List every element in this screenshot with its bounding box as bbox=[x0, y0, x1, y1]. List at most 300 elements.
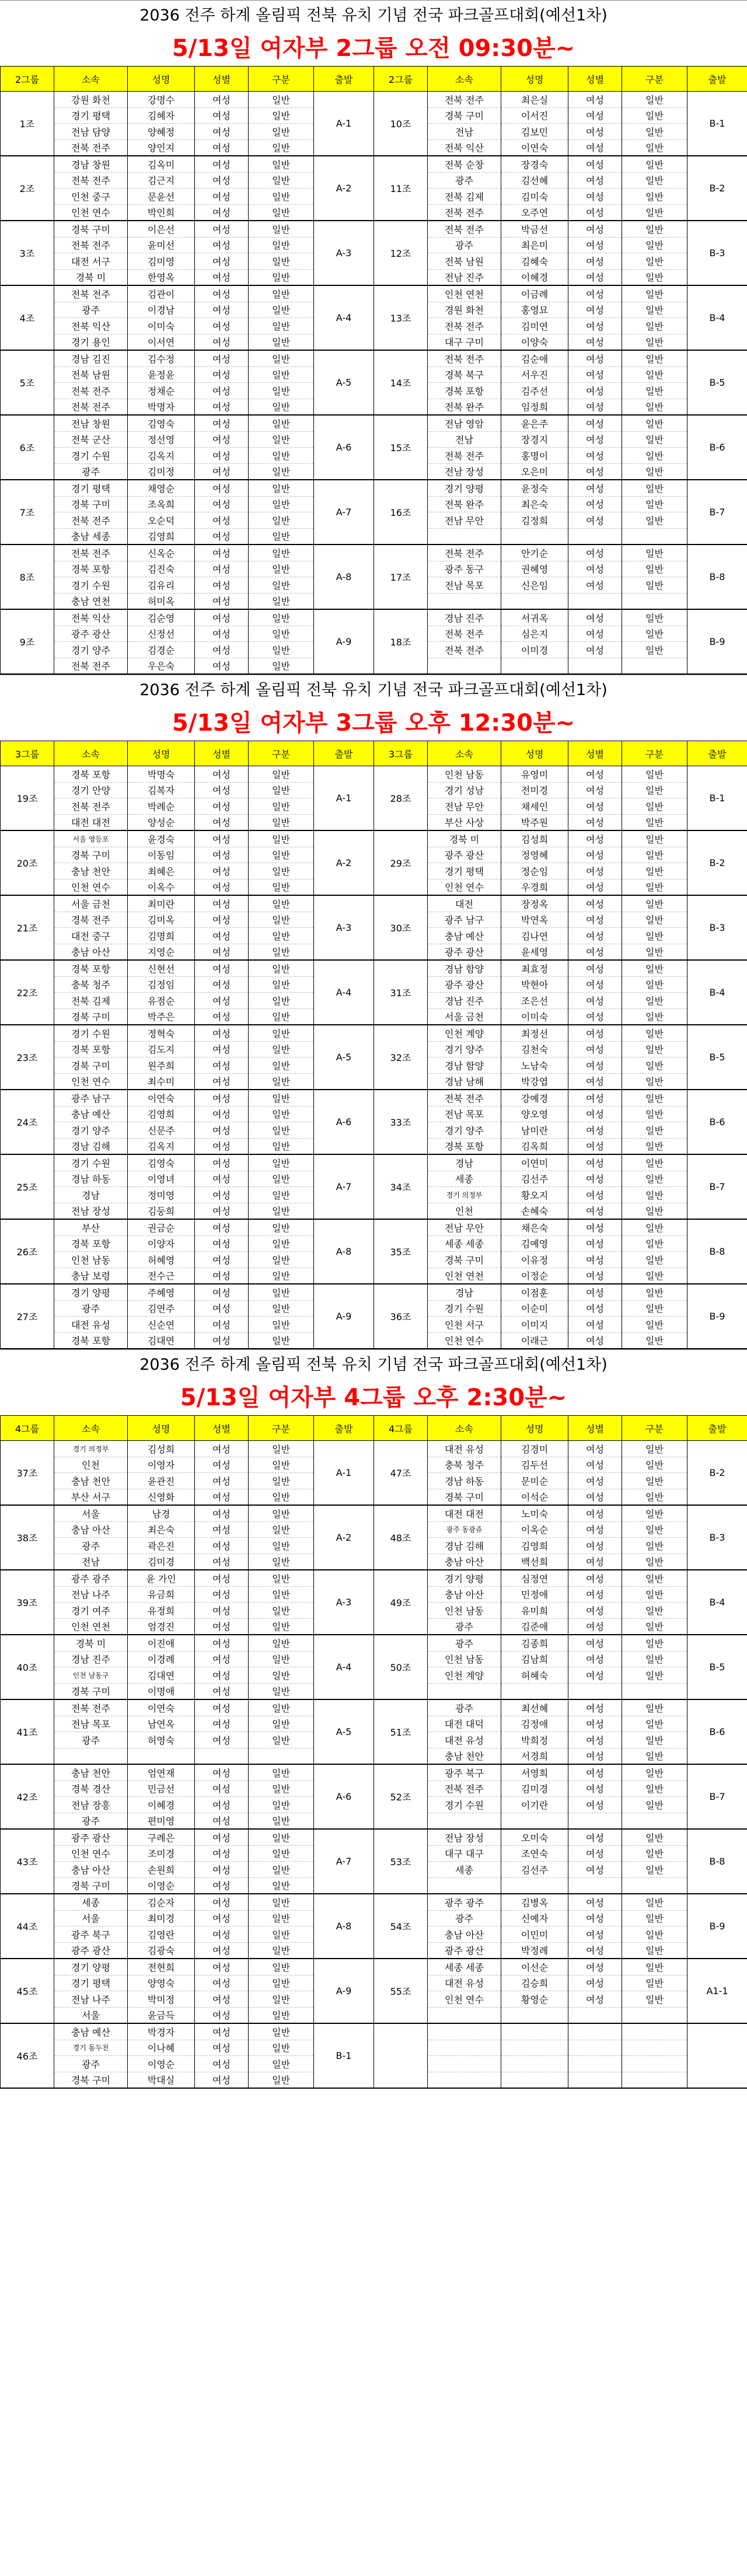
column-header: 성별 bbox=[568, 741, 622, 766]
affiliation-cell bbox=[428, 1813, 501, 1829]
affiliation-cell: 인천 연천 bbox=[428, 285, 501, 302]
gender-cell: 여성 bbox=[195, 172, 249, 189]
division-cell: 일반 bbox=[249, 1586, 314, 1603]
group-label: 4조 bbox=[1, 285, 54, 350]
player-name-cell: 이명애 bbox=[128, 1683, 195, 1699]
gender-cell: 여성 bbox=[568, 124, 622, 140]
player-row bbox=[1, 156, 747, 172]
affiliation-cell bbox=[54, 1748, 128, 1764]
player-name-cell: 김대연 bbox=[128, 1667, 195, 1684]
group-label: 32조 bbox=[374, 1025, 428, 1090]
gender-cell: 여성 bbox=[568, 1489, 622, 1505]
division-cell: 일반 bbox=[622, 189, 687, 205]
division-cell: 일반 bbox=[249, 399, 314, 415]
player-name-cell: 전수근 bbox=[128, 1268, 195, 1284]
player-row bbox=[1, 1570, 747, 1586]
gender-cell: 여성 bbox=[568, 830, 622, 847]
gender-cell: 여성 bbox=[195, 544, 249, 561]
division-cell: 일반 bbox=[622, 1618, 687, 1635]
gender-cell: 여성 bbox=[195, 1683, 249, 1699]
group-label: 18조 bbox=[374, 609, 428, 674]
start-course: B-3 bbox=[687, 1505, 747, 1570]
gender-cell: 여성 bbox=[568, 1300, 622, 1317]
player-name-cell: 채영순 bbox=[128, 480, 195, 496]
player-name-cell: 김주선 bbox=[501, 383, 568, 399]
division-cell: 일반 bbox=[622, 1268, 687, 1284]
gender-cell: 여성 bbox=[568, 895, 622, 912]
column-header: 구분 bbox=[622, 1416, 687, 1441]
start-course: A-8 bbox=[314, 1894, 374, 1959]
division-cell: 일반 bbox=[249, 1268, 314, 1284]
affiliation-cell: 경남 진주 bbox=[428, 609, 501, 626]
gender-cell: 여성 bbox=[568, 782, 622, 798]
player-name-cell: 서영희 bbox=[501, 1764, 568, 1781]
division-cell: 일반 bbox=[249, 928, 314, 944]
group-label: 34조 bbox=[374, 1154, 428, 1219]
affiliation-cell: 광주 bbox=[428, 237, 501, 253]
gender-cell: 여성 bbox=[195, 528, 249, 544]
start-course: A-4 bbox=[314, 960, 374, 1025]
player-row bbox=[1, 1154, 747, 1171]
affiliation-cell: 광주 bbox=[54, 1732, 128, 1748]
start-course: B-8 bbox=[687, 544, 747, 609]
start-course: A-9 bbox=[314, 609, 374, 674]
gender-cell bbox=[568, 1877, 622, 1894]
affiliation-cell: 경기 평택 bbox=[428, 863, 501, 879]
start-course: B-7 bbox=[687, 1154, 747, 1219]
division-cell: 일반 bbox=[622, 830, 687, 847]
division-cell: 일반 bbox=[622, 124, 687, 140]
division-cell: 일반 bbox=[249, 512, 314, 529]
gender-cell: 여성 bbox=[568, 626, 622, 642]
player-name-cell: 서경희 bbox=[501, 1748, 568, 1764]
player-row bbox=[1, 285, 747, 302]
division-cell: 일반 bbox=[249, 1284, 314, 1300]
group-label: 25조 bbox=[1, 1154, 54, 1219]
affiliation-cell: 경기 양주 bbox=[428, 1041, 501, 1057]
division-cell: 일반 bbox=[249, 1332, 314, 1349]
group-label: 35조 bbox=[374, 1219, 428, 1284]
player-name-cell: 장정옥 bbox=[501, 895, 568, 912]
division-cell: 일반 bbox=[622, 431, 687, 448]
player-name-cell: 오미숙 bbox=[501, 1829, 568, 1845]
affiliation-cell: 충남 세종 bbox=[54, 528, 128, 544]
affiliation-cell: 전북 전주 bbox=[54, 399, 128, 415]
affiliation-cell: 전북 전주 bbox=[428, 1090, 501, 1106]
player-name-cell: 이미지 bbox=[501, 1317, 568, 1333]
affiliation-cell: 대전 유성 bbox=[428, 1975, 501, 1991]
division-cell: 일반 bbox=[249, 1219, 314, 1235]
affiliation-cell: 인천 연수 bbox=[54, 1845, 128, 1862]
player-name-cell: 윤관진 bbox=[128, 1473, 195, 1489]
division-cell: 일반 bbox=[622, 1926, 687, 1943]
division-cell: 일반 bbox=[622, 1203, 687, 1219]
gender-cell: 여성 bbox=[195, 609, 249, 626]
division-cell: 일반 bbox=[249, 528, 314, 544]
gender-cell: 여성 bbox=[568, 1699, 622, 1716]
gender-cell: 여성 bbox=[568, 1975, 622, 1991]
affiliation-cell: 서울 bbox=[54, 1505, 128, 1521]
gender-cell: 여성 bbox=[195, 269, 249, 285]
gender-cell bbox=[568, 2040, 622, 2056]
gender-cell: 여성 bbox=[568, 1764, 622, 1781]
gender-cell: 여성 bbox=[568, 1829, 622, 1845]
column-header: 성명 bbox=[501, 1416, 568, 1441]
affiliation-cell: 광주 광주 bbox=[54, 1570, 128, 1586]
affiliation-cell: 경기 양평 bbox=[428, 1570, 501, 1586]
group-label: 37조 bbox=[1, 1441, 54, 1506]
division-cell: 일반 bbox=[622, 204, 687, 221]
affiliation-cell: 서울 bbox=[54, 2007, 128, 2023]
affiliation-cell: 인천 계양 bbox=[428, 1667, 501, 1684]
start-course: B-3 bbox=[687, 221, 747, 285]
affiliation-cell: 경남 bbox=[428, 1154, 501, 1171]
division-cell bbox=[622, 2040, 687, 2056]
division-cell: 일반 bbox=[249, 1781, 314, 1797]
column-header: 소속 bbox=[428, 1416, 501, 1441]
division-cell: 일반 bbox=[249, 1138, 314, 1154]
player-name-cell: 이혜경 bbox=[128, 1797, 195, 1813]
player-name-cell: 최은미 bbox=[501, 237, 568, 253]
start-course: B-6 bbox=[687, 1699, 747, 1764]
division-cell: 일반 bbox=[249, 912, 314, 928]
affiliation-cell: 세종 bbox=[54, 1894, 128, 1910]
column-header: 성별 bbox=[568, 67, 622, 92]
group-label: 27조 bbox=[1, 1284, 54, 1349]
player-name-cell: 이경남 bbox=[128, 302, 195, 318]
division-cell: 일반 bbox=[622, 1521, 687, 1538]
schedule-table bbox=[0, 741, 747, 1349]
division-cell: 일반 bbox=[622, 976, 687, 993]
group-label: 33조 bbox=[374, 1090, 428, 1154]
group-label: 21조 bbox=[1, 895, 54, 960]
division-cell: 일반 bbox=[622, 895, 687, 912]
start-course: A-5 bbox=[314, 1025, 374, 1090]
affiliation-cell: 경기 양평 bbox=[428, 480, 501, 496]
player-name-cell: 전미경 bbox=[501, 782, 568, 798]
division-cell: 일반 bbox=[622, 1910, 687, 1926]
group-label: 31조 bbox=[374, 960, 428, 1025]
division-cell: 일반 bbox=[249, 2040, 314, 2056]
gender-cell: 여성 bbox=[568, 1554, 622, 1570]
affiliation-cell: 전북 전주 bbox=[428, 448, 501, 464]
division-cell: 일반 bbox=[622, 1317, 687, 1333]
player-name-cell: 김영희 bbox=[128, 1106, 195, 1122]
affiliation-cell: 전북 익산 bbox=[54, 609, 128, 626]
player-name-cell bbox=[501, 1813, 568, 1829]
gender-cell: 여성 bbox=[195, 1618, 249, 1635]
affiliation-cell: 경북 포항 bbox=[54, 1235, 128, 1252]
player-name-cell: 이옥수 bbox=[128, 879, 195, 895]
player-name-cell: 심정연 bbox=[501, 1570, 568, 1586]
group-label: 8조 bbox=[1, 544, 54, 609]
gender-cell: 여성 bbox=[568, 1926, 622, 1943]
player-name-cell: 김승희 bbox=[501, 1975, 568, 1991]
schedule-table bbox=[0, 66, 747, 675]
player-name-cell: 김연주 bbox=[128, 1300, 195, 1317]
gender-cell: 여성 bbox=[195, 156, 249, 172]
player-name-cell: 이영순 bbox=[128, 1877, 195, 1894]
column-header: 소속 bbox=[428, 741, 501, 766]
gender-cell: 여성 bbox=[195, 1489, 249, 1505]
affiliation-cell: 경북 미 bbox=[54, 1635, 128, 1651]
group-label: 12조 bbox=[374, 221, 428, 285]
player-name-cell: 신순연 bbox=[128, 1317, 195, 1333]
gender-cell: 여성 bbox=[568, 415, 622, 431]
player-name-cell: 김진숙 bbox=[128, 561, 195, 577]
player-name-cell: 이영녀 bbox=[128, 1171, 195, 1187]
affiliation-cell: 전북 전주 bbox=[428, 204, 501, 221]
gender-cell: 여성 bbox=[195, 2072, 249, 2088]
affiliation-cell: 충남 보령 bbox=[54, 1268, 128, 1284]
gender-cell: 여성 bbox=[195, 1716, 249, 1732]
division-cell: 일반 bbox=[249, 1635, 314, 1651]
gender-cell: 여성 bbox=[568, 1203, 622, 1219]
division-cell: 일반 bbox=[249, 1959, 314, 1975]
division-cell: 일반 bbox=[622, 1008, 687, 1025]
affiliation-cell: 경기 양주 bbox=[54, 642, 128, 658]
player-name-cell: 주혜영 bbox=[128, 1284, 195, 1300]
column-header: 출발 bbox=[314, 67, 374, 92]
affiliation-cell: 경북 미 bbox=[54, 269, 128, 285]
player-row bbox=[1, 350, 747, 366]
division-cell: 일반 bbox=[622, 237, 687, 253]
division-cell: 일반 bbox=[249, 1942, 314, 1959]
division-cell: 일반 bbox=[249, 1538, 314, 1554]
column-header: 구분 bbox=[622, 67, 687, 92]
player-name-cell: 이양숙 bbox=[501, 334, 568, 350]
player-name-cell: 박인희 bbox=[128, 204, 195, 221]
division-cell: 일반 bbox=[249, 830, 314, 847]
start-course: B-8 bbox=[687, 1219, 747, 1284]
gender-cell bbox=[568, 2056, 622, 2072]
affiliation-cell: 전북 전주 bbox=[428, 626, 501, 642]
division-cell: 일반 bbox=[249, 1235, 314, 1252]
column-header: 2그룹 bbox=[1, 67, 54, 92]
gender-cell: 여성 bbox=[568, 1441, 622, 1457]
player-row bbox=[1, 960, 747, 976]
division-cell: 일반 bbox=[622, 1473, 687, 1489]
player-name-cell: 이연미 bbox=[501, 1154, 568, 1171]
affiliation-cell: 경북 북구 bbox=[428, 366, 501, 383]
affiliation-cell: 충북 청주 bbox=[54, 976, 128, 993]
player-name-cell: 이금례 bbox=[501, 285, 568, 302]
gender-cell: 여성 bbox=[195, 1284, 249, 1300]
division-cell: 일반 bbox=[249, 1122, 314, 1139]
player-name-cell: 엄연재 bbox=[128, 1764, 195, 1781]
gender-cell: 여성 bbox=[568, 189, 622, 205]
gender-cell: 여성 bbox=[195, 1332, 249, 1349]
gender-cell: 여성 bbox=[195, 1057, 249, 1074]
gender-cell: 여성 bbox=[195, 993, 249, 1009]
affiliation-cell: 인천 bbox=[54, 1457, 128, 1473]
division-cell: 일반 bbox=[622, 1284, 687, 1300]
start-course: B-8 bbox=[687, 1829, 747, 1894]
affiliation-cell: 광주 남구 bbox=[428, 912, 501, 928]
column-header: 소속 bbox=[54, 1416, 128, 1441]
division-cell: 일반 bbox=[622, 512, 687, 529]
gender-cell: 여성 bbox=[568, 1521, 622, 1538]
division-cell: 일반 bbox=[622, 1106, 687, 1122]
affiliation-cell: 인천 남동 bbox=[428, 766, 501, 783]
division-cell: 일반 bbox=[622, 1764, 687, 1781]
division-cell: 일반 bbox=[622, 496, 687, 512]
player-name-cell: 최효정 bbox=[501, 960, 568, 976]
affiliation-cell: 전북 익산 bbox=[428, 139, 501, 156]
group-label: 40조 bbox=[1, 1635, 54, 1699]
affiliation-cell: 광주 bbox=[54, 463, 128, 480]
affiliation-cell: 부산 사상 bbox=[428, 814, 501, 830]
affiliation-cell: 서울 bbox=[54, 1910, 128, 1926]
gender-cell: 여성 bbox=[568, 1845, 622, 1862]
player-name-cell: 이나혜 bbox=[128, 2040, 195, 2056]
gender-cell: 여성 bbox=[568, 1317, 622, 1333]
division-cell: 일반 bbox=[622, 1171, 687, 1187]
group-label: 14조 bbox=[374, 350, 428, 415]
player-name-cell: 허영숙 bbox=[128, 1732, 195, 1748]
gender-cell bbox=[195, 1748, 249, 1764]
division-cell: 일반 bbox=[622, 1651, 687, 1667]
group-label: 13조 bbox=[374, 285, 428, 350]
affiliation-cell: 경기 의정부 bbox=[54, 1441, 128, 1457]
division-cell: 일반 bbox=[249, 577, 314, 594]
column-header: 2그룹 bbox=[374, 67, 428, 92]
section-title: 2036 전주 하계 올림픽 전북 유치 기념 전국 파크골프대회(예선1차) bbox=[0, 0, 747, 31]
player-name-cell: 신정선 bbox=[128, 626, 195, 642]
player-name-cell: 김혜숙 bbox=[501, 253, 568, 270]
division-cell: 일반 bbox=[622, 1699, 687, 1716]
gender-cell: 여성 bbox=[568, 1781, 622, 1797]
gender-cell: 여성 bbox=[195, 976, 249, 993]
group-label: 44조 bbox=[1, 1894, 54, 1959]
player-row bbox=[1, 92, 747, 108]
column-header: 구분 bbox=[249, 741, 314, 766]
gender-cell: 여성 bbox=[195, 561, 249, 577]
player-name-cell: 이양자 bbox=[128, 1235, 195, 1252]
affiliation-cell bbox=[428, 2023, 501, 2040]
player-name-cell: 양오영 bbox=[501, 1106, 568, 1122]
affiliation-cell: 전북 전주 bbox=[428, 221, 501, 237]
player-name-cell bbox=[501, 2023, 568, 2040]
gender-cell: 여성 bbox=[568, 609, 622, 626]
affiliation-cell: 경기 수원 bbox=[428, 1797, 501, 1813]
affiliation-cell: 대전 대전 bbox=[54, 814, 128, 830]
affiliation-cell: 대전 유성 bbox=[428, 1441, 501, 1457]
division-cell: 일반 bbox=[622, 1252, 687, 1268]
player-name-cell: 김관이 bbox=[128, 285, 195, 302]
column-header: 구분 bbox=[249, 1416, 314, 1441]
section-subtitle: 5/13일 여자부 2그룹 오전 09:30분~ bbox=[172, 35, 575, 62]
gender-cell: 여성 bbox=[195, 512, 249, 529]
affiliation-cell: 경기 평택 bbox=[54, 480, 128, 496]
start-course: B-4 bbox=[687, 1570, 747, 1635]
gender-cell: 여성 bbox=[568, 1090, 622, 1106]
division-cell: 일반 bbox=[249, 2007, 314, 2023]
division-cell: 일반 bbox=[622, 221, 687, 237]
column-header: 출발 bbox=[687, 67, 747, 92]
player-name-cell: 엄경진 bbox=[128, 1618, 195, 1635]
affiliation-cell: 전북 완주 bbox=[428, 399, 501, 415]
player-name-cell: 문윤선 bbox=[128, 189, 195, 205]
division-cell: 일반 bbox=[622, 577, 687, 594]
header-row bbox=[1, 741, 747, 766]
section-title: 2036 전주 하계 올림픽 전북 유치 기념 전국 파크골프대회(예선1차) bbox=[0, 675, 747, 706]
gender-cell: 여성 bbox=[195, 1041, 249, 1057]
gender-cell: 여성 bbox=[195, 496, 249, 512]
player-name-cell: 유미희 bbox=[501, 1603, 568, 1619]
division-cell bbox=[622, 2023, 687, 2040]
gender-cell: 여성 bbox=[568, 1667, 622, 1684]
gender-cell: 여성 bbox=[568, 139, 622, 156]
division-cell: 일반 bbox=[622, 1538, 687, 1554]
affiliation-cell: 경북 포항 bbox=[54, 1332, 128, 1349]
affiliation-cell: 전북 김제 bbox=[54, 993, 128, 1009]
player-name-cell: 김명희 bbox=[128, 928, 195, 944]
gender-cell: 여성 bbox=[568, 1457, 622, 1473]
group-label: 39조 bbox=[1, 1570, 54, 1635]
division-cell: 일반 bbox=[622, 1219, 687, 1235]
affiliation-cell: 경기 수원 bbox=[428, 1300, 501, 1317]
gender-cell: 여성 bbox=[568, 1138, 622, 1154]
affiliation-cell: 경기 여주 bbox=[54, 1603, 128, 1619]
player-name-cell: 유점순 bbox=[128, 993, 195, 1009]
affiliation-cell: 인천 연수 bbox=[428, 879, 501, 895]
division-cell: 일반 bbox=[622, 1586, 687, 1603]
player-name-cell: 강예경 bbox=[501, 1090, 568, 1106]
player-name-cell: 김옥지 bbox=[128, 448, 195, 464]
affiliation-cell: 광주 광주 bbox=[428, 1894, 501, 1910]
gender-cell: 여성 bbox=[568, 1991, 622, 2008]
affiliation-cell: 전남 장흥 bbox=[54, 1797, 128, 1813]
division-cell: 일반 bbox=[622, 1073, 687, 1090]
group-label: 23조 bbox=[1, 1025, 54, 1090]
gender-cell: 여성 bbox=[195, 912, 249, 928]
player-name-cell bbox=[128, 1748, 195, 1764]
start-course: A-5 bbox=[314, 1699, 374, 1764]
player-name-cell: 김영희 bbox=[501, 1538, 568, 1554]
gender-cell: 여성 bbox=[195, 1845, 249, 1862]
affiliation-cell bbox=[428, 1683, 501, 1699]
gender-cell: 여성 bbox=[195, 1813, 249, 1829]
player-name-cell: 김정희 bbox=[501, 512, 568, 529]
division-cell: 일반 bbox=[249, 350, 314, 366]
player-name-cell: 박금선 bbox=[501, 221, 568, 237]
division-cell: 일반 bbox=[249, 318, 314, 334]
division-cell: 일반 bbox=[249, 1699, 314, 1716]
section-subtitle: 5/13일 여자부 4그룹 오후 2:30분~ bbox=[180, 1384, 567, 1411]
division-cell: 일반 bbox=[249, 1090, 314, 1106]
player-name-cell: 김수정 bbox=[128, 350, 195, 366]
player-row bbox=[1, 1959, 747, 1975]
gender-cell: 여성 bbox=[195, 960, 249, 976]
column-header: 성명 bbox=[501, 67, 568, 92]
division-cell: 일반 bbox=[249, 1651, 314, 1667]
header-row bbox=[1, 67, 747, 92]
gender-cell: 여성 bbox=[195, 1554, 249, 1570]
player-name-cell: 민정애 bbox=[501, 1586, 568, 1603]
affiliation-cell: 충북 청주 bbox=[428, 1457, 501, 1473]
player-name-cell: 허혜영 bbox=[128, 1252, 195, 1268]
division-cell: 일반 bbox=[249, 92, 314, 108]
group-label: 30조 bbox=[374, 895, 428, 960]
division-cell: 일반 bbox=[249, 658, 314, 674]
gender-cell: 여성 bbox=[195, 139, 249, 156]
affiliation-cell: 전북 익산 bbox=[54, 318, 128, 334]
gender-cell: 여성 bbox=[195, 1959, 249, 1975]
gender-cell: 여성 bbox=[568, 318, 622, 334]
division-cell: 일반 bbox=[622, 269, 687, 285]
gender-cell: 여성 bbox=[568, 204, 622, 221]
